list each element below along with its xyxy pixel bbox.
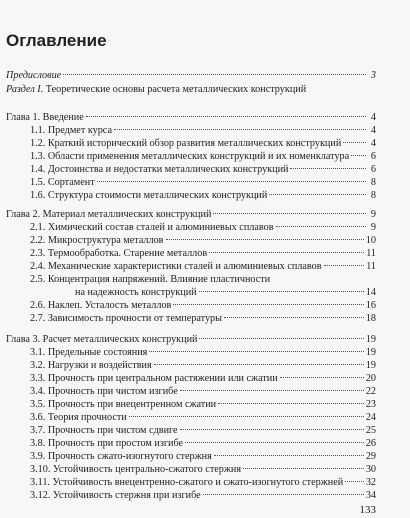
leader-dots [224,317,364,318]
leader-dots [290,168,366,169]
leader-dots [343,142,366,143]
toc-entry: 2.7. Зависимость прочности от температуры 18 [30,313,376,324]
leader-dots [213,213,366,214]
toc-entry-preface: Предисловие 3 [6,70,376,81]
leader-dots [185,442,364,443]
leader-dots [129,416,364,417]
toc-entry: 3.6. Теория прочности 24 [30,412,376,423]
leader-dots [199,291,364,292]
toc-entry: 1.5. Сортамент 8 [30,177,376,188]
toc-entry: 3.2. Нагрузки и воздействия 19 [30,360,376,371]
toc-entry-continued: на надежность конструкций 14 [75,287,376,298]
leader-dots [97,181,366,182]
toc-entry: 2.6. Наклеп. Усталость металлов 16 [30,300,376,311]
leader-dots [345,481,364,482]
leader-dots [114,129,366,130]
leader-dots [243,468,364,469]
toc-entry: 1.3. Области применения металлических конструкций и их номенклатура 6 [30,151,376,162]
toc-entry: 1.6. Структура стоимости металлических конструкций 8 [30,190,376,201]
toc-chapter: Глава 3. Расчет металлических конструкций 19 [6,334,376,345]
toc-section-heading: Раздел I. Теоретические основы расчета металлических конструкций [6,84,307,95]
leader-dots [203,494,364,495]
toc-entry: 3.5. Прочность при внецентренном сжатии 23 [30,399,376,410]
leader-dots [180,429,364,430]
leader-dots [199,338,363,339]
toc-entry: 3.4. Прочность при чистом изгибе 22 [30,386,376,397]
toc-entry: 3.11. Устойчивость внецентренно-сжатого и сжато-изогнутого стержней 32 [30,477,376,488]
toc-entry: 3.3. Прочность при центральном растяжении или сжатии 20 [30,373,376,384]
toc-entry: 3.9. Прочность сжато-изогнутого стержня 29 [30,451,376,462]
toc-entry: 2.3. Термообработка. Старение металлов 11 [30,248,376,259]
leader-dots [324,265,365,266]
toc-entry: 3.1. Предельные состояния 19 [30,347,376,358]
leader-dots [209,252,364,253]
leader-dots [149,351,363,352]
leader-dots [351,155,366,156]
toc-entry: 1.1. Предмет курса 4 [30,125,376,136]
leader-dots [214,455,364,456]
page-title: Оглавление [6,31,107,50]
leader-dots [86,116,366,117]
toc-entry: 3.10. Устойчивость центрально-сжатого стержня 30 [30,464,376,475]
toc-entry: 2.1. Химический состав сталей и алюминиевых сплавов 9 [30,222,376,233]
leader-dots [173,304,363,305]
toc-chapter: Глава 2. Материал металлических конструкций 9 [6,209,376,220]
leader-dots [218,403,364,404]
toc-entry: 2.5. Концентрация напряжений. Влияние пластичности [30,274,271,285]
leader-dots [180,390,364,391]
leader-dots [276,226,366,227]
toc-entry: 3.12. Устойчивость стержня при изгибе 34 [30,490,376,501]
toc-entry: 1.4. Достоинства и недостатки металлических конструкций 6 [30,164,376,175]
leader-dots [269,194,366,195]
toc-entry: 3.7. Прочность при чистом сдвиге 25 [30,425,376,436]
toc-chapter: Глава 1. Введение 4 [6,112,376,123]
toc-entry: 2.2. Микроструктура металлов 10 [30,235,376,246]
leader-dots [154,364,364,365]
page-number: 133 [359,504,376,516]
toc-entry: 3.8. Прочность при простом изгибе 26 [30,438,376,449]
leader-dots [63,74,366,75]
toc-entry: 2.4. Механические характеристики сталей и алюминиевых сплавов 11 [30,261,376,272]
leader-dots [166,239,364,240]
toc-entry: 1.2. Краткий исторический обзор развития металлических конструкций 4 [30,138,376,149]
leader-dots [280,377,364,378]
